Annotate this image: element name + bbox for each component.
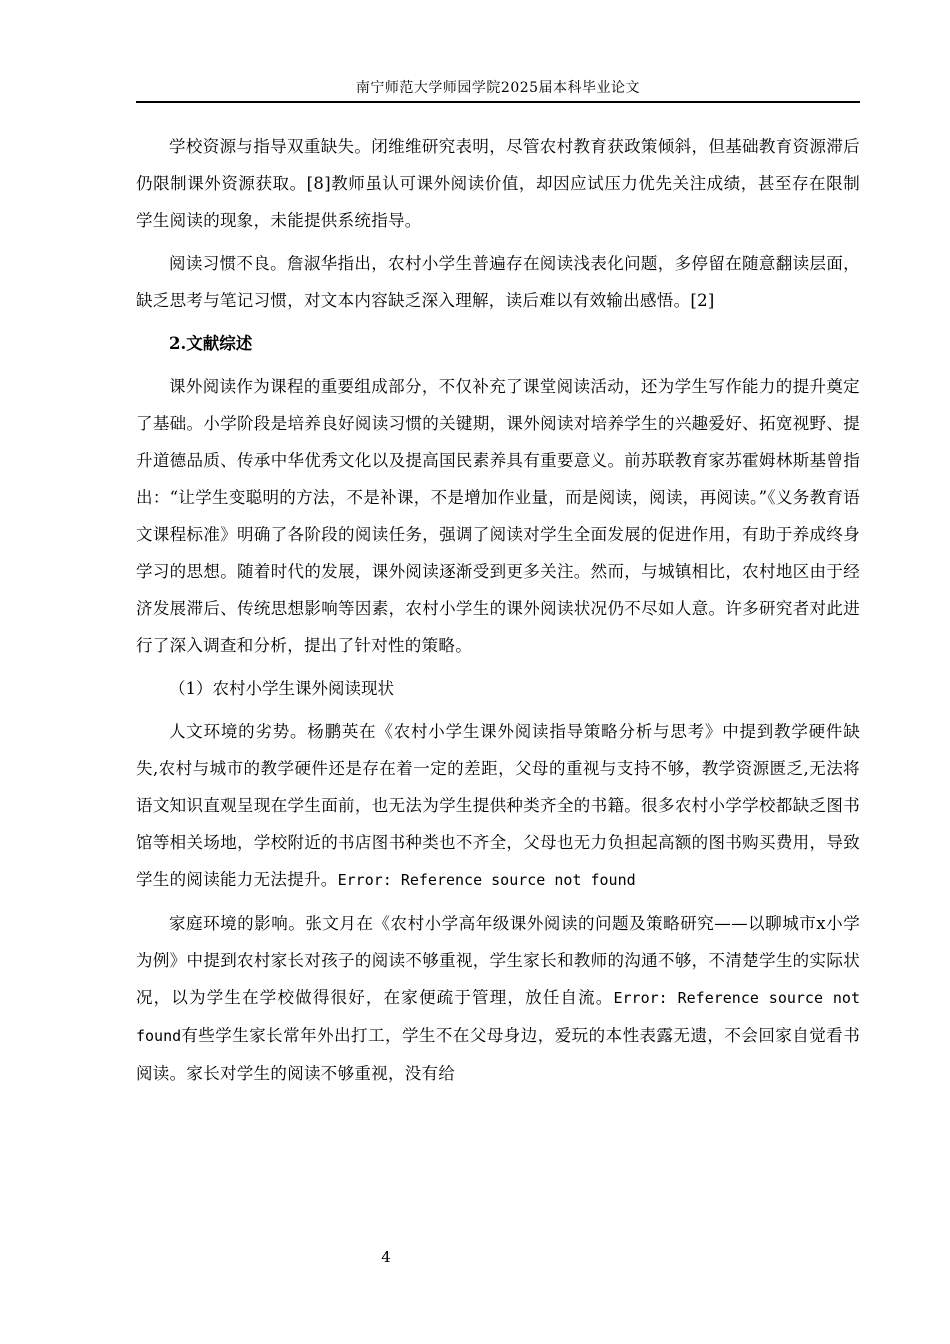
reference-error: Error: Reference source not found [136,989,860,1045]
reference-error: Error: Reference source not found [337,871,636,889]
page-number: 4 [381,1248,391,1266]
section-heading-literature-review: 2.文献综述 [169,334,253,353]
page-body [136,128,860,1098]
subsection-heading-status: （1）农村小学生课外阅读现状 [169,679,394,698]
running-header: 南宁师范大学师园学院2025届本科毕业论文 [355,80,641,96]
paragraph-text: 人文环境的劣势。杨鹏英在《农村小学生课外阅读指导策略分析与思考》中提到教学硬件缺失,农村与城市的教学硬件还是存在着一定的差距，父母的重视与支持不够，教学资源匮乏,无法将语文知识直观呈现在学生面前，也无法为学生提供种类齐全的书籍。很多农村小学学校都缺乏图书馆等相关场地，学校附近的书店图书种类也不齐全，父母也无力负担起高额的图书购买费用，导致学生的阅读能力无法提升。 [136,722,860,889]
paragraph-text-tail: 有些学生家长常年外出打工，学生不在父母身边，爱玩的本性表露无遗，不会回家自觉看书阅读。家长对学生的阅读不够重视，没有给 [136,1026,860,1083]
paragraph-text: 家庭环境的影响。张文月在《农村小学高年级课外阅读的问题及策略研究——以聊城市x小学为例》中提到农村家长对孩子的阅读不够重视，学生家长和教师的沟通不够，不清楚学生的实际状况，以为学生在学校做得很好，在家便疏于管理，放任自流。 [136,914,860,1007]
paragraph-literature-overview: 课外阅读作为课程的重要组成部分，不仅补充了课堂阅读活动，还为学生写作能力的提升奠定了基础。小学阶段是培养良好阅读习惯的关键期，课外阅读对培养学生的兴趣爱好、拓宽视野、提升道德品质、传承中华优秀文化以及提高国民素养具有重要意义。前苏联教育家苏霍姆林斯基曾指出：“让学生变聪明的方法，不是补课，不是增加作业量，而是阅读，阅读，再阅读。”《义务教育语文课程标准》明确了各阶段的阅读任务，强调了阅读对学生全面发展的促进作用，有助于养成终身学习的思想。随着时代的发展，课外阅读逐渐受到更多关注。然而，与城镇相比，农村地区由于经济发展滞后、传统思想影响等因素，农村小学生的课外阅读状况仍不尽如人意。许多研究者对此进行了深入调查和分析，提出了针对性的策略。 [136,377,860,655]
paragraph-reading-habits: 阅读习惯不良。詹淑华指出，农村小学生普遍存在阅读浅表化问题，多停留在随意翻读层面，缺乏思考与笔记习惯，对文本内容缺乏深入理解，读后难以有效输出感悟。[2] [136,254,860,310]
paragraph-cultural-environment [136,713,860,899]
paragraph-school-resources: 学校资源与指导双重缺失。闭维维研究表明，尽管农村教育获政策倾斜，但基础教育资源滞后仍限制课外资源获取。[8]教师虽认可课外阅读价值，却因应试压力优先关注成绩，甚至存在限制学生阅读的现象，未能提供系统指导。 [136,137,860,230]
header-rule [136,101,860,103]
paragraph-family-environment [136,905,860,1092]
